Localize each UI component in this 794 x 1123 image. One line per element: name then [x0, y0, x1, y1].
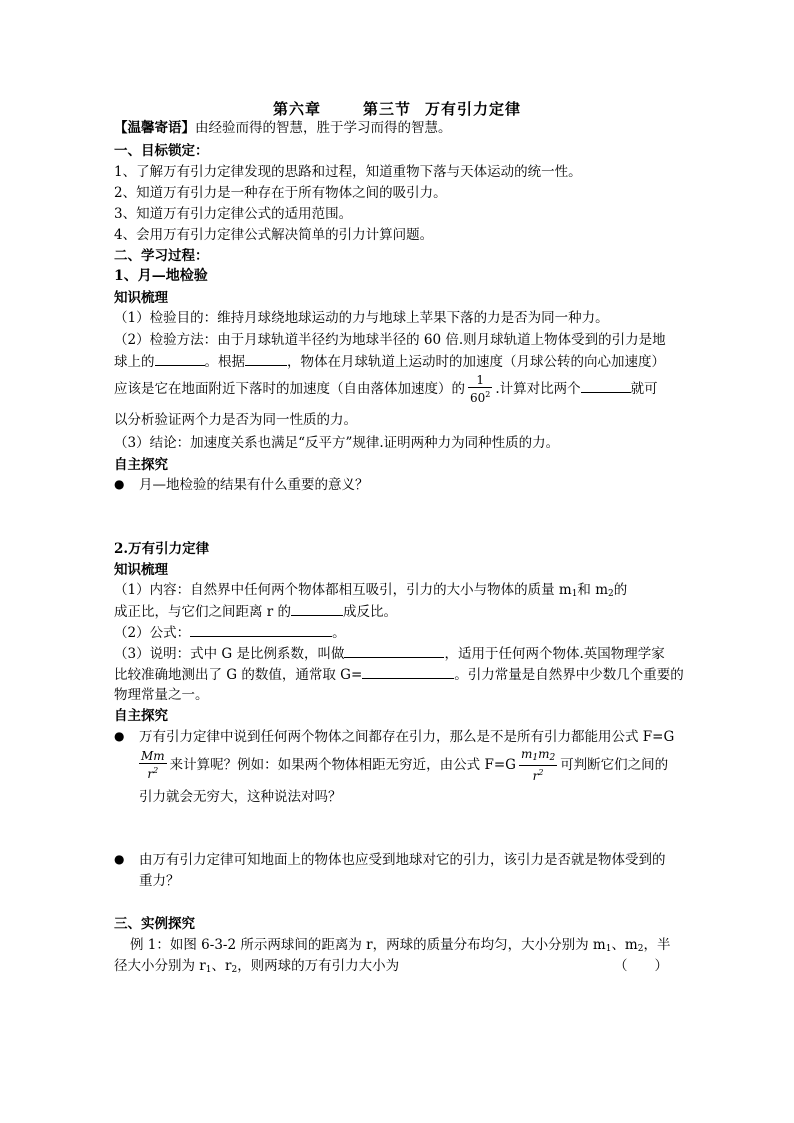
- part3-heading: 三、实例探究: [114, 916, 195, 932]
- motto-text: 由经验而得的智慧，胜于学习而得的智慧。: [195, 120, 452, 136]
- part1-conclusion: （3）结论：加速度关系也满足“反平方”规律.证明两种力为同种性质的力。: [114, 435, 560, 451]
- part1-question: 月—地检验的结果有什么重要的意义？: [139, 477, 369, 493]
- fraction-m1m2-over-r2: $\frac{m_1m_2}{r^2}$: [520, 747, 556, 783]
- part2-note-line3: 物理常量之一。: [114, 687, 209, 703]
- fill-blank[interactable]: [291, 601, 343, 616]
- fill-blank[interactable]: [581, 378, 631, 393]
- page-title: [0, 98, 794, 119]
- part2-formula: （2）公式： 。: [114, 622, 346, 643]
- goal-item: 1、了解万有引力定律发现的思路和过程，知道重物下落与天体运动的统一性。: [114, 164, 582, 180]
- part2-question1-line3: 引力就会无穷大，这种说法对吗？: [139, 789, 342, 805]
- part2-question1-line2: $\frac{Mm}{r^2}$ 来计算呢？例如：如果两个物体相距无穷近，由公式 F=G $\frac{m_1m_2}{r^2}$ 可判断它们之间的: [141, 747, 669, 783]
- fill-blank[interactable]: [190, 622, 332, 637]
- part2-question1-line1: 万有引力定律中说到任何两个物体之间都存在引力，那么是不是所有引力都能用公式 F=G: [139, 729, 675, 745]
- part1-knowledge-heading: 知识梳理: [114, 290, 168, 306]
- part2-content-line1: （1）内容：自然界中任何两个物体都相互吸引，引力的大小与物体的质量 $m_1$和 $m_2$的: [114, 582, 628, 599]
- answer-parentheses[interactable]: （ ）: [614, 958, 668, 974]
- goal-item: 3、知道万有引力定律公式的适用范围。: [114, 206, 353, 222]
- motto-label: 【温馨寄语】: [114, 120, 195, 136]
- motto: [114, 118, 452, 138]
- part1-purpose: （1）检验目的：维持月球绕地球运动的力与地球上苹果下落的力是否为同一种力。: [114, 310, 609, 326]
- fill-blank[interactable]: [344, 643, 444, 658]
- part2-note-line1: （3）说明：式中 G 是比例系数，叫做 ，适用于任何两个物体.英国物理学家: [114, 643, 665, 664]
- part2-heading: 2.万有引力定律: [114, 541, 210, 557]
- bullet-icon: ●: [114, 729, 125, 743]
- part2-question2-line1: 由万有引力定律可知地面上的物体也应受到地球对它的引力，该引力是否就是物体受到的: [139, 852, 666, 868]
- fraction-Mm-over-r2: $\frac{Mm}{r^2}$: [141, 749, 165, 781]
- example1-line1: 例 1：如图 6-3-2 所示两球间的距离为 r，两球的质量分布均匀，大小分别为 $m_1$、$m_2$，半: [130, 937, 671, 954]
- part1-method-line4: 以分析验证两个力是否为同一性质的力。: [114, 412, 357, 428]
- bullet-icon: ●: [114, 852, 125, 866]
- part1-explore-heading: 自主探究: [114, 457, 168, 473]
- goal-item: 2、知道万有引力是一种存在于所有物体之间的吸引力。: [114, 185, 447, 201]
- fraction-1-over-60-squared: $\frac{1}{60^2}$: [470, 373, 491, 405]
- part2-content-line2: 成正比，与它们之间距离 r 的 成反比。: [114, 601, 397, 622]
- part2-question2-line2: 重力？: [139, 873, 180, 889]
- goal-item: 4、会用万有引力定律公式解决简单的引力计算问题。: [114, 227, 434, 243]
- fill-blank[interactable]: [245, 351, 287, 366]
- part1-heading: 1、月—地检验: [114, 268, 208, 284]
- fill-blank[interactable]: [155, 351, 205, 366]
- title-section: 第三节: [362, 100, 411, 118]
- part1-method-line1: （2）检验方法：由于月球轨道半径约为地球半径的 60 倍.则月球轨道上物体受到的引力是地: [114, 332, 666, 348]
- part1-method-line2: 球上的 。根据 ，物体在月球轨道上运动时的加速度（月球公转的向心加速度）: [114, 351, 665, 372]
- example1-line2: 径大小分别为 $r_1$、$r_2$，则两球的万有引力大小为: [114, 958, 400, 975]
- title-chapter: 第六章: [272, 100, 321, 118]
- part2-note-line2: 比较准确地测出了 G 的数值，通常取 G= 。引力常量是自然界中少数几个重要的: [114, 664, 684, 685]
- part2-explore-heading: 自主探究: [114, 708, 168, 724]
- fill-blank[interactable]: [362, 664, 454, 679]
- goals-heading: 一、目标锁定：: [114, 143, 209, 159]
- process-heading: 二、学习过程：: [114, 248, 209, 264]
- title-topic: 万有引力定律: [425, 100, 522, 118]
- part1-method-line3: 应该是它在地面附近下落时的加速度（自由落体加速度）的 $\frac{1}{60^2}$ .计算对比两个 就可: [114, 373, 658, 405]
- part2-knowledge-heading: 知识梳理: [114, 562, 168, 578]
- bullet-icon: ●: [114, 477, 125, 491]
